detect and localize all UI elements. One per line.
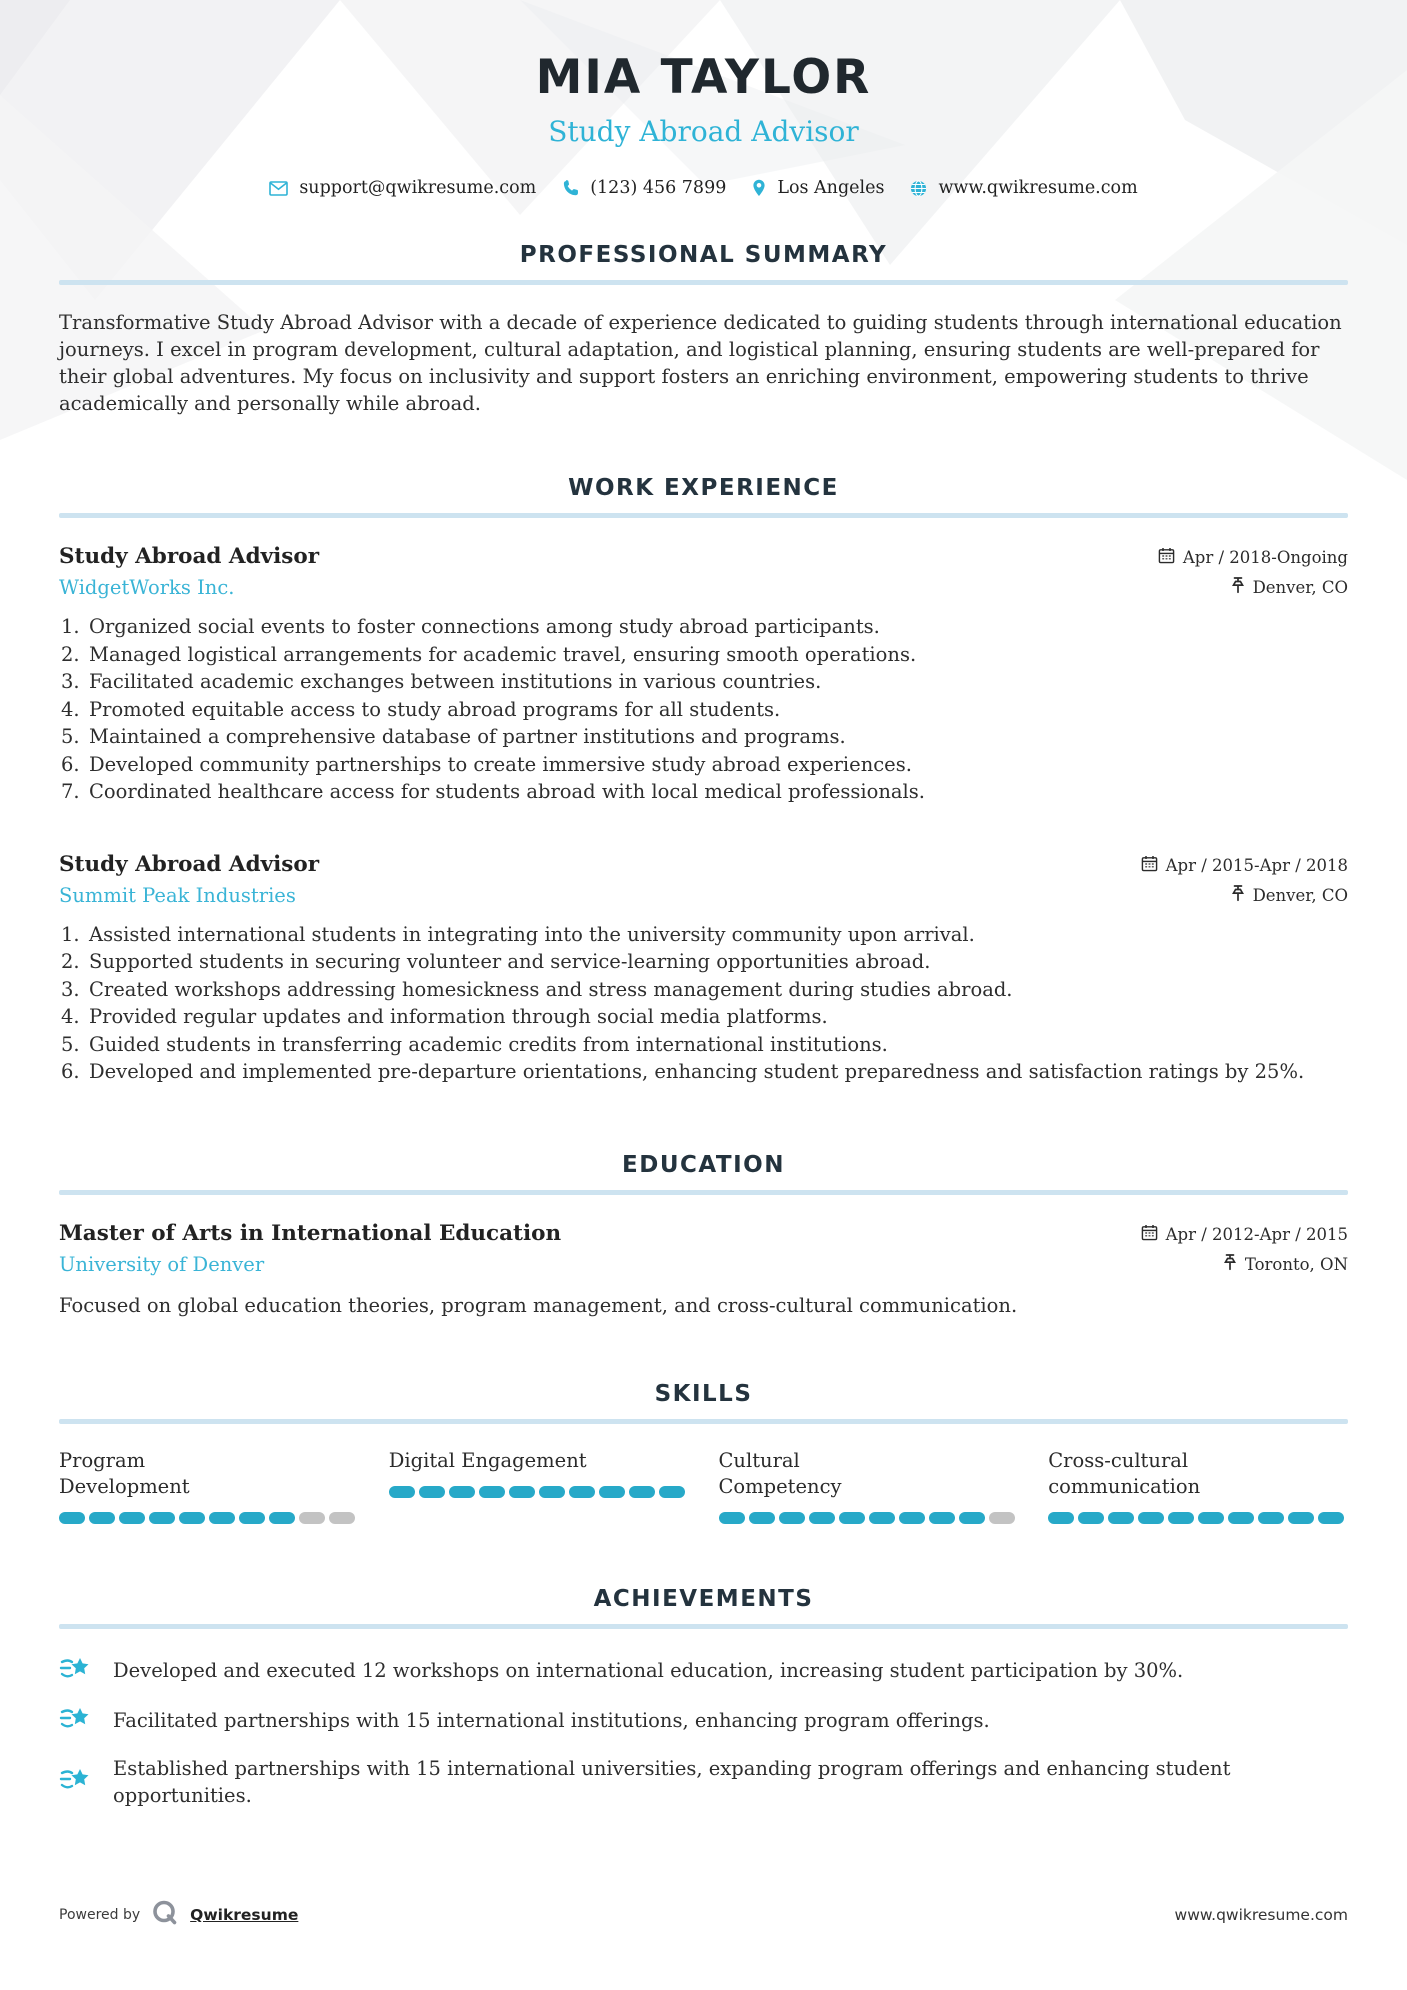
globe-icon	[910, 180, 927, 197]
skill-dot	[1108, 1512, 1134, 1524]
job-location: Denver, CO	[1252, 885, 1348, 905]
skill-item	[59, 1448, 359, 1524]
achievement-item	[59, 1755, 1348, 1809]
skill-dot	[629, 1486, 655, 1498]
contact-phone	[562, 178, 726, 198]
email-icon	[269, 181, 288, 196]
contact-location-text: Los Angeles	[777, 178, 885, 198]
skill-level-meter	[389, 1486, 689, 1498]
work-entry-meta	[1141, 852, 1348, 906]
job-title: Study Abroad Advisor	[59, 544, 320, 569]
shooting-star-icon	[59, 1655, 91, 1687]
skill-dot	[1228, 1512, 1254, 1524]
skill-dot	[479, 1486, 505, 1498]
skill-item	[719, 1448, 1019, 1524]
job-bullet: Developed community partnerships to create immersive study abroad experiences.	[89, 752, 912, 776]
skill-dot	[749, 1512, 775, 1524]
job-bullet-list	[59, 921, 1348, 1086]
skill-dot	[239, 1512, 265, 1524]
summary-heading: PROFESSIONAL SUMMARY	[519, 242, 888, 268]
skill-dot	[149, 1512, 175, 1524]
education-entry-left	[59, 1221, 561, 1276]
pushpin-icon	[1231, 885, 1245, 906]
phone-icon	[562, 180, 579, 197]
skill-label: Cross-cultural communication	[1048, 1448, 1201, 1498]
pushpin-icon	[1231, 577, 1245, 598]
skill-dot	[839, 1512, 865, 1524]
job-bullet: Created workshops addressing homesickness and stress management during studies abroad.	[89, 977, 1013, 1001]
achievements-heading: ACHIEVEMENTS	[593, 1585, 814, 1612]
location-pin-icon	[752, 179, 766, 197]
skill-dot	[1318, 1512, 1344, 1524]
skill-dot	[299, 1512, 325, 1524]
calendar-icon	[1141, 855, 1158, 876]
achievement-item	[59, 1705, 1348, 1737]
skill-dot	[179, 1512, 205, 1524]
skill-item	[1048, 1448, 1348, 1524]
contact-phone-text: (123) 456 7899	[590, 178, 727, 198]
job-bullet: Guided students in transferring academic credits from international institutions.	[89, 1032, 888, 1056]
job-dates: Apr / 2015-Apr / 2018	[1165, 855, 1348, 875]
calendar-icon	[1141, 1224, 1158, 1245]
skill-dot	[419, 1486, 445, 1498]
contact-row	[59, 178, 1348, 198]
contact-location	[752, 178, 884, 198]
work-entry-meta	[1158, 544, 1348, 598]
skill-item	[389, 1448, 689, 1524]
calendar-icon	[1158, 547, 1175, 568]
job-company: Summit Peak Industries	[59, 883, 296, 907]
section-divider	[59, 1419, 1348, 1424]
skill-dot	[1258, 1512, 1284, 1524]
skill-dot	[599, 1486, 625, 1498]
school-name: University of Denver	[59, 1252, 265, 1276]
degree-title: Master of Arts in International Education	[59, 1220, 562, 1246]
skill-dot	[1168, 1512, 1194, 1524]
achievement-text: Established partnerships with 15 international universities, expanding program offerings and enhancing student opportunities.	[113, 1756, 1231, 1807]
summary-text: Transformative Study Abroad Advisor with a decade of experience dedicated to guiding students through international education journeys. I excel in program development, cultural adaptation, and logistical planning, ensuring students are well-prepared for their global adventures. My focus on inclusivity and support fosters an enriching environment, empowering students to thrive academically and personally while abroad.	[59, 311, 1342, 415]
brand-link[interactable]: Qwikresume	[190, 1906, 299, 1924]
section-achievements	[59, 1586, 1348, 1809]
job-bullet: Maintained a comprehensive database of partner institutions and programs.	[89, 725, 846, 748]
contact-website[interactable]	[910, 178, 1137, 198]
skill-level-meter	[1048, 1512, 1348, 1524]
job-company: WidgetWorks Inc.	[59, 576, 235, 599]
skill-dot	[779, 1512, 805, 1524]
header	[59, 0, 1348, 198]
skill-dot	[899, 1512, 925, 1524]
footer-website[interactable]: www.qwikresume.com	[1174, 1906, 1348, 1924]
skill-dot	[989, 1512, 1015, 1524]
job-bullet: Organized social events to foster connections among study abroad participants.	[89, 615, 880, 638]
skill-label: Cultural Competency	[718, 1448, 842, 1498]
footer	[59, 1898, 1348, 1932]
skill-dot	[1048, 1512, 1074, 1524]
shooting-star-icon	[59, 1766, 91, 1798]
section-skills	[59, 1381, 1348, 1524]
work-entry	[59, 852, 1348, 1086]
skill-dot	[959, 1512, 985, 1524]
work-entry-left	[59, 544, 319, 599]
section-divider	[59, 1624, 1348, 1629]
job-dates: Apr / 2018-Ongoing	[1182, 548, 1348, 567]
skill-level-meter	[719, 1512, 1019, 1524]
skill-dot	[1078, 1512, 1104, 1524]
contact-email[interactable]	[269, 178, 536, 198]
job-title: Study Abroad Advisor	[59, 851, 320, 877]
skill-dot	[719, 1512, 745, 1524]
skill-dot	[869, 1512, 895, 1524]
powered-by-label: Powered by	[59, 1907, 141, 1923]
skill-dot	[1288, 1512, 1314, 1524]
skills-heading: SKILLS	[654, 1380, 753, 1407]
skill-dot	[449, 1486, 475, 1498]
job-bullet: Coordinated healthcare access for students abroad with local medical professionals.	[89, 780, 925, 803]
education-entry-meta	[1141, 1221, 1348, 1275]
skill-dot	[329, 1512, 355, 1524]
skill-label: Digital Engagement	[388, 1448, 587, 1472]
job-bullet: Provided regular updates and information through social media platforms.	[89, 1005, 828, 1028]
job-bullet: Facilitated academic exchanges between institutions in various countries.	[89, 670, 822, 693]
section-education	[59, 1152, 1348, 1319]
skill-label: Program Development	[59, 1448, 190, 1498]
skill-dot	[1198, 1512, 1224, 1524]
job-bullet: Developed and implemented pre-departure orientations, enhancing student preparedness and satisfaction ratings by 25%.	[89, 1060, 1305, 1083]
skill-dot	[569, 1486, 595, 1498]
shooting-star-icon	[59, 1705, 91, 1737]
education-heading: EDUCATION	[622, 1151, 785, 1178]
section-divider	[59, 1190, 1348, 1195]
skill-dot	[929, 1512, 955, 1524]
section-professional-summary	[59, 242, 1348, 417]
skill-dot	[809, 1512, 835, 1524]
work-heading: WORK EXPERIENCE	[568, 475, 839, 501]
section-work-experience	[59, 475, 1348, 1086]
section-divider	[59, 280, 1348, 285]
skill-dot	[509, 1486, 535, 1498]
education-dates: Apr / 2012-Apr / 2015	[1165, 1224, 1348, 1244]
skill-dot	[539, 1486, 565, 1498]
achievements-list	[59, 1655, 1348, 1809]
job-location: Denver, CO	[1252, 578, 1348, 597]
skill-dot	[659, 1486, 685, 1498]
education-description: Focused on global education theories, program management, and cross-cultural communication.	[59, 1293, 1018, 1317]
person-name: MIA TAYLOR	[535, 50, 872, 105]
pushpin-icon	[1223, 1254, 1237, 1275]
skill-dot	[1138, 1512, 1164, 1524]
qwikresume-logo-icon	[150, 1898, 180, 1932]
skill-dot	[389, 1486, 415, 1498]
skill-level-meter	[59, 1512, 359, 1524]
job-bullet: Managed logistical arrangements for academic travel, ensuring smooth operations.	[89, 642, 917, 666]
job-bullet-list	[59, 613, 1348, 806]
skill-dot	[59, 1512, 85, 1524]
skill-dot	[269, 1512, 295, 1524]
job-bullet: Assisted international students in integrating into the university community upon arrival.	[89, 922, 975, 946]
job-bullet: Promoted equitable access to study abroad programs for all students.	[89, 697, 781, 721]
achievement-item	[59, 1655, 1348, 1687]
skills-grid	[59, 1448, 1348, 1524]
contact-website-text: www.qwikresume.com	[938, 178, 1138, 198]
skill-dot	[209, 1512, 235, 1524]
work-entry-left	[59, 852, 319, 907]
person-job-title: Study Abroad Advisor	[548, 115, 859, 148]
job-bullet: Supported students in securing volunteer and service-learning opportunities abroad.	[89, 950, 931, 973]
skill-dot	[89, 1512, 115, 1524]
footer-branding	[59, 1898, 298, 1932]
achievement-text: Developed and executed 12 workshops on international education, increasing student participation by 30%.	[113, 1659, 1184, 1682]
education-location: Toronto, ON	[1244, 1254, 1348, 1274]
section-divider	[59, 513, 1348, 518]
contact-email-text: support@qwikresume.com	[299, 178, 537, 198]
education-entry	[59, 1221, 1348, 1319]
skill-dot	[119, 1512, 145, 1524]
achievement-text: Facilitated partnerships with 15 international institutions, enhancing program offerings.	[113, 1709, 990, 1732]
work-entry	[59, 544, 1348, 806]
